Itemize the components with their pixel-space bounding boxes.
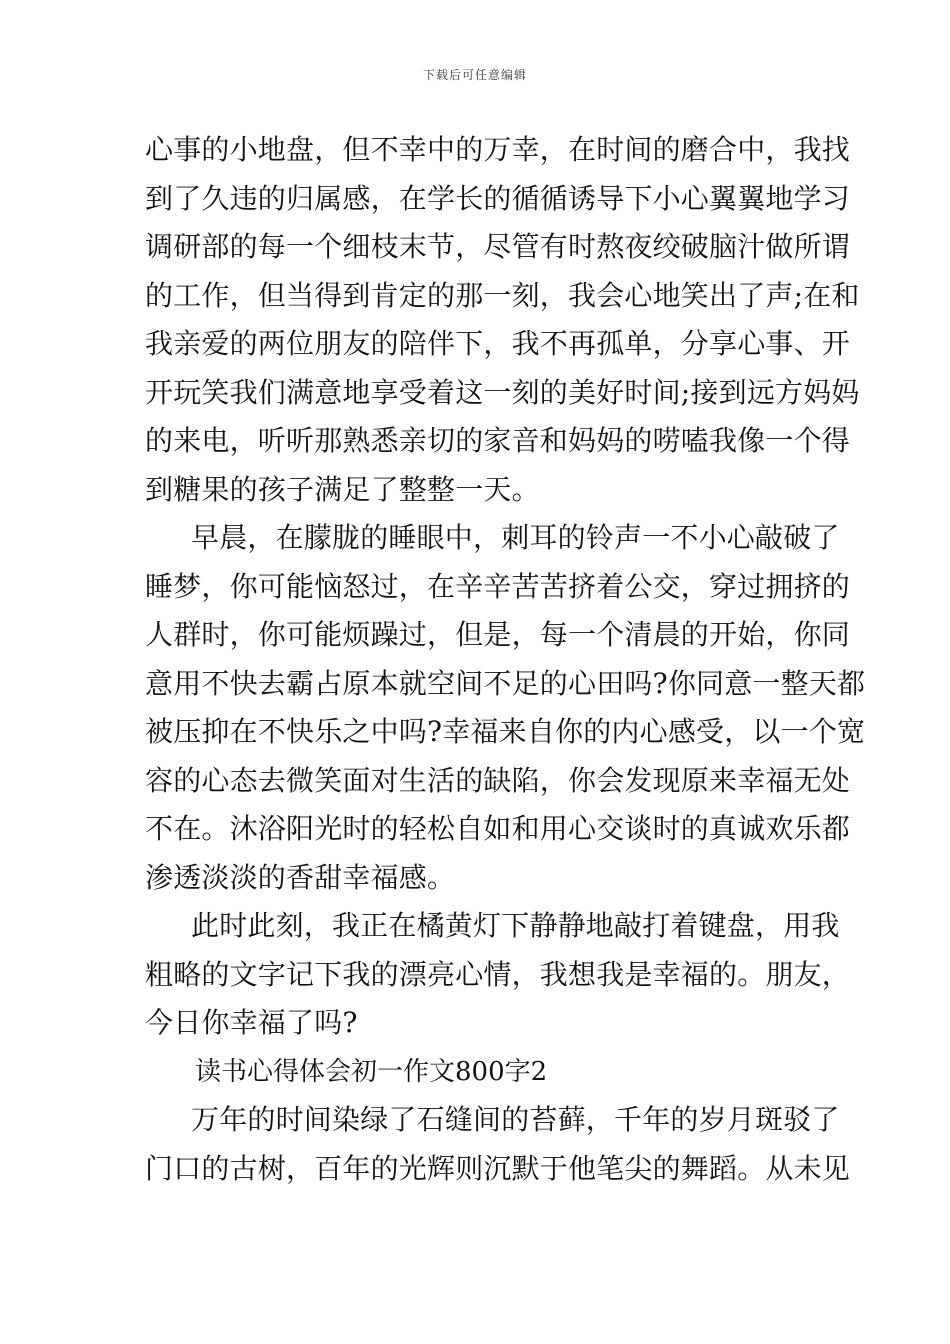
paragraph-2	[145, 514, 866, 902]
document-body	[145, 126, 866, 1193]
paragraph-4	[145, 1096, 851, 1193]
text-line: 人群时，你可能烦躁过，但是，每一个清晨的开始，你同	[145, 618, 851, 651]
text-line: 到了久违的归属感，在学长的循循诱导下小心翼翼地学习	[145, 181, 851, 215]
text-line: 我亲爱的两位朋友的陪伴下，我不再孤单，分享心事、开	[145, 327, 851, 360]
text-line: 渗透淡淡的香甜幸福感。	[145, 860, 456, 894]
text-line: 意用不快去霸占原本就空间不足的心田吗?你同意一整天都	[145, 666, 866, 700]
section-heading	[145, 1048, 810, 1097]
text-line: 早晨，在朦胧的睡眼中，刺耳的铃声一不小心敲破了	[191, 521, 840, 554]
text-line: 调研部的每一个细枝末节，尽管有时熬夜绞破脑汁做所谓	[145, 230, 851, 263]
text-line: 万年的时间染绿了石缝间的苔藓，千年的岁月斑驳了	[191, 1103, 840, 1136]
text-line: 的工作，但当得到肯定的那一刻，我会心地笑出了声;在和	[145, 278, 860, 312]
text-line: 被压抑在不快乐之中吗?幸福来自你的内心感受，以一个宽	[145, 715, 866, 748]
text-line: 今日你幸福了吗?	[145, 1006, 358, 1039]
text-line: 心事的小地盘，但不幸中的万幸，在时间的磨合中，我找	[145, 133, 851, 166]
text-line: 不在。沐浴阳光时的轻松自如和用心交谈时的真诚欢乐都	[145, 812, 851, 845]
text-line: 开玩笑我们满意地享受着这一刻的美好时间;接到远方妈妈	[145, 375, 860, 409]
section-title: 读书心得体会初一作文800字2	[195, 1056, 548, 1087]
text-line: 此时此刻，我正在橘黄灯下静静地敲打着键盘，用我	[191, 909, 840, 942]
text-line: 粗略的文字记下我的漂亮心情，我想我是幸福的。朋友，	[145, 957, 851, 991]
paragraph-3	[145, 902, 851, 1048]
text-line: 容的心态去微笑面对生活的缺陷，你会发现原来幸福无处	[145, 763, 851, 797]
paragraph-1	[145, 126, 860, 514]
text-line: 睡梦，你可能恼怒过，在辛辛苦苦挤着公交，穿过拥挤的	[145, 569, 851, 603]
text-line: 的来电，听听那熟悉亲切的家音和妈妈的唠嗑我像一个得	[145, 424, 851, 457]
text-line: 门口的古树，百年的光辉则沉默于他笔尖的舞蹈。从未见	[145, 1151, 851, 1185]
text-line: 到糖果的孩子满足了整整一天。	[145, 472, 540, 506]
page-header: 下载后可任意编辑	[422, 68, 527, 82]
